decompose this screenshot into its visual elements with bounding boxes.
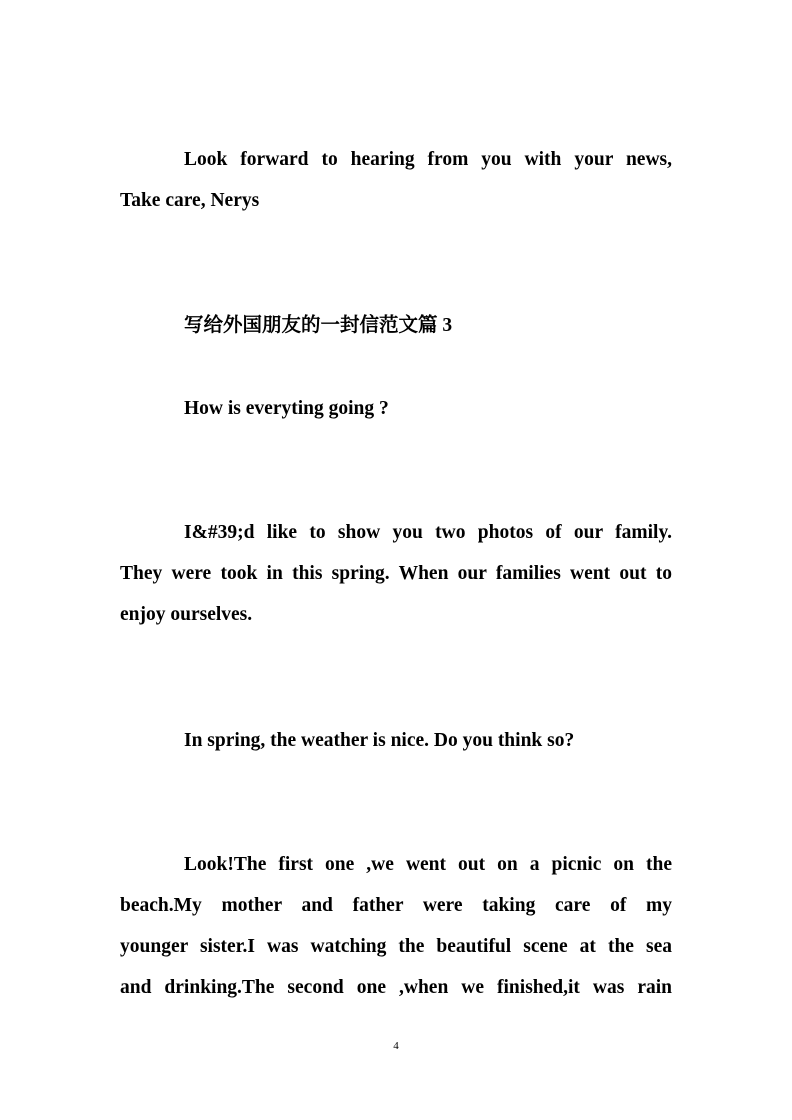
paragraph-line: and drinking.The second one ,when we finished,it was rain [120, 977, 672, 998]
section-heading: 写给外国朋友的一封信范文篇 3 [184, 315, 453, 336]
paragraph-line: Look!The first one ,we went out on a picnic on the [184, 854, 672, 875]
paragraph-line: Take care, Nerys [120, 190, 260, 211]
paragraph-line: enjoy ourselves. [120, 604, 253, 625]
paragraph-line: younger sister.I was watching the beautiful scene at the sea [120, 936, 672, 957]
paragraph-greeting: How is everyting going ? [184, 398, 389, 419]
paragraph-closing [120, 139, 672, 221]
paragraph-line: beach.My mother and father were taking care of my [120, 895, 672, 916]
paragraph-line: They were took in this spring. When our families went out to [120, 563, 672, 584]
paragraph-picnic [120, 844, 672, 1008]
paragraph-line: I&#39;d like to show you two photos of our family. [184, 522, 672, 543]
page-number: 4 [393, 1040, 399, 1052]
paragraph-line: Look forward to hearing from you with your news, [184, 149, 672, 170]
paragraph-spring: In spring, the weather is nice. Do you think so? [184, 730, 575, 751]
paragraph-photos [120, 512, 672, 635]
